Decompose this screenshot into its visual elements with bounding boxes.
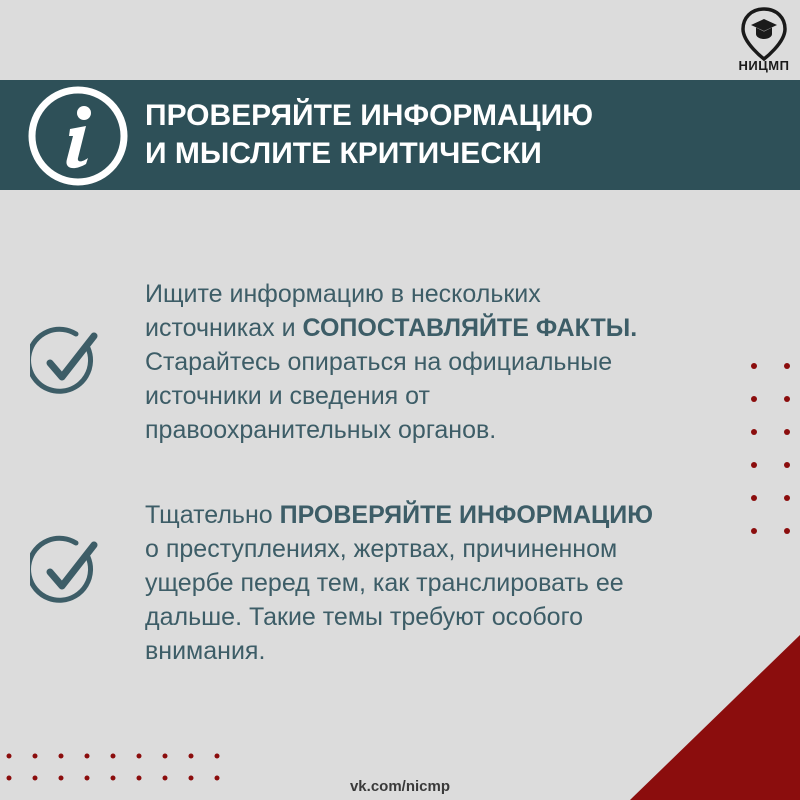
header-banner [0,80,800,190]
tip1-line3: Старайтесь опираться на официальные [145,348,613,376]
tip2-line5: внимания. [145,637,266,665]
decorative-dots-right [740,352,800,542]
logo [732,6,796,76]
title-line-2: И МЫСЛИТЕ КРИТИЧЕСКИ [145,137,542,170]
tip1-line2-pre: источниках и [145,314,303,342]
title-line-1: ПРОВЕРЯЙТЕ ИНФОРМАЦИЮ [145,99,594,132]
check-circle-icon [30,535,102,607]
check-circle-icon [30,326,102,398]
info-icon [26,84,130,188]
tip2-line4: дальше. Такие темы требуют особого [145,603,584,631]
graduation-cap-pin-icon [740,6,788,62]
tip2-line3: ущербе перед тем, как транслировать ее [145,569,624,597]
tip2-line1-pre: Тщательно [145,501,280,529]
tip1-highlight: СОПОСТАВЛЯЙТЕ ФАКТЫ. [302,314,638,342]
page-title [145,97,593,173]
logo-label: НИЦМП [738,58,790,73]
decorative-corner-triangle [630,635,800,800]
tip1-line1: Ищите информацию в нескольких [145,280,541,308]
footer-url: vk.com/nicmp [349,778,451,795]
tip2-line2: о преступлениях, жертвах, причиненном [145,535,618,563]
tip2-highlight: ПРОВЕРЯЙТЕ ИНФОРМАЦИЮ [279,501,654,529]
tip1-line4: источники и сведения от [145,382,430,410]
tip-paragraph-1 [145,277,745,447]
tip1-line5: правоохранительных органов. [145,416,497,444]
